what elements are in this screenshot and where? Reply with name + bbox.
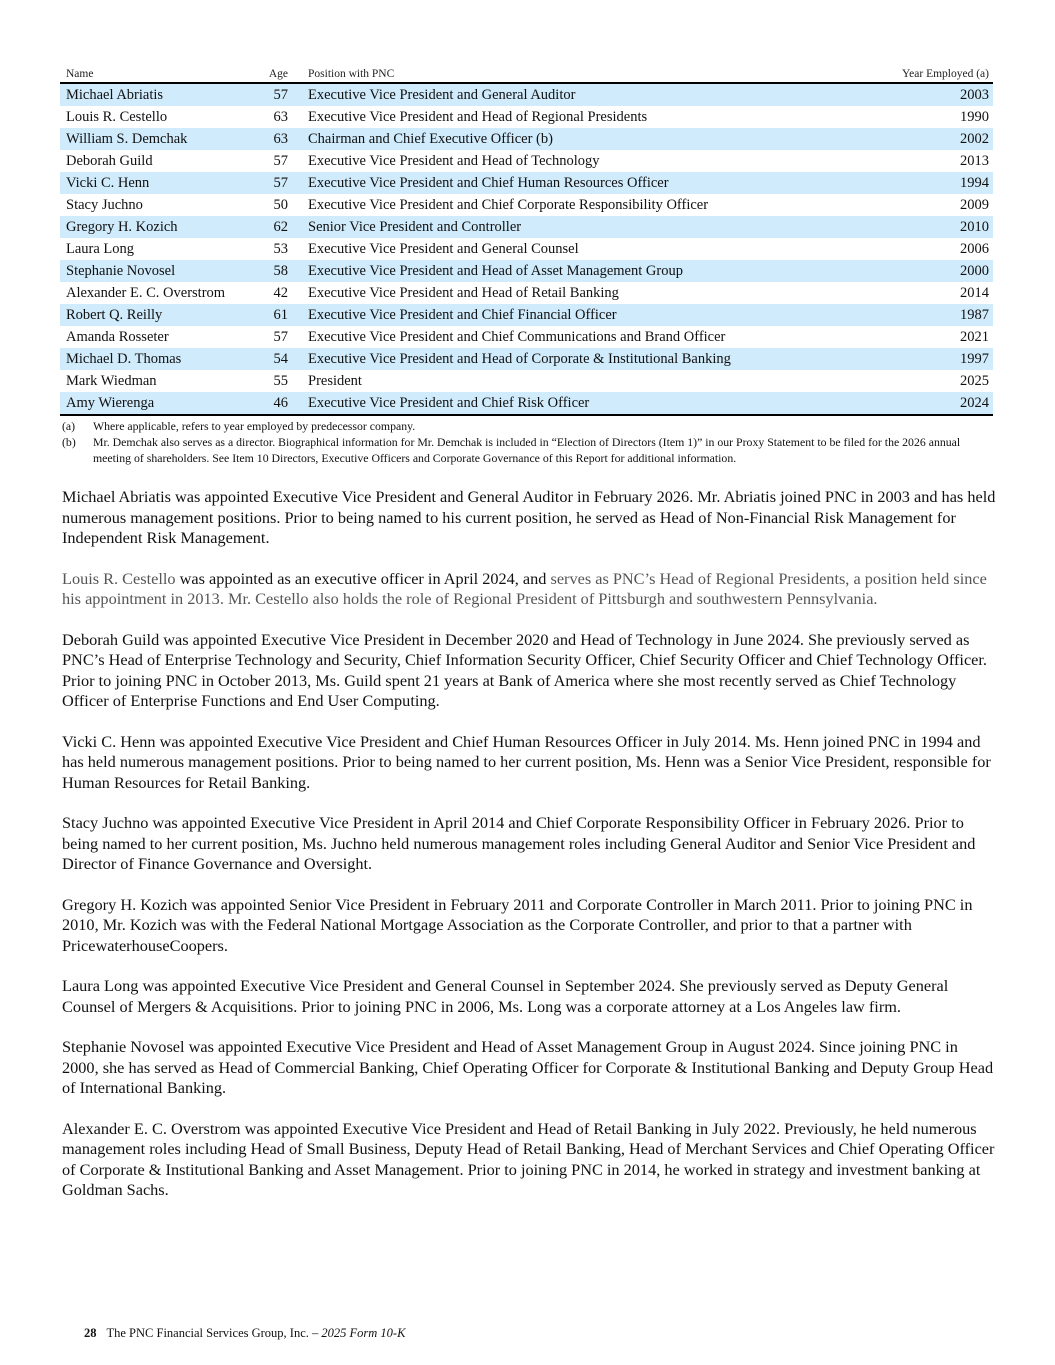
cell-year: 1990 [960,109,989,125]
header-name: Name [60,64,256,83]
cell-age: 61 [256,304,292,326]
cell-year: 1997 [852,348,993,370]
cell-name: Louis R. Cestello [66,109,168,125]
cell-name: Amanda Rosseter [66,329,169,345]
cell-age: 57 [256,172,292,194]
cell-year: 2024 [852,392,993,415]
bio-henn: Vicki C. Henn was appointed Executive Vice President and Chief Human Resources Officer in July 2014. Ms. Henn joined PNC in 1994 and has held numerous management positions. Prior to being named to her current position, Ms. Henn was a Senior Vice President, responsible for Human Resources for Retail Banking. [62,731,991,792]
bio-cestello-role: serves as PNC’s Head of Regional Presidents, a position held since his appointment in 2013. Mr. Cestello also holds the role of Regional President of Pittsburgh and southwestern Pennsylvania. [62,568,987,608]
footer-document-title: 2025 Form 10-K [321,1326,406,1340]
bio-cestello [62,569,997,610]
table-row [60,172,993,194]
table-row [60,238,993,260]
cell-age: 55 [273,373,288,389]
cell-year: 1987 [852,304,993,326]
cell-year: 2002 [852,128,993,150]
header-position: Position with PNC [292,64,852,83]
cell-position: Executive Vice President and Chief Risk Officer [292,392,852,415]
cell-name: Michael D. Thomas [60,348,256,370]
cell-name: Alexander E. C. Overstrom [66,285,226,301]
table-row [60,128,993,150]
cell-age: 63 [256,128,292,150]
cell-year: 2013 [960,153,989,169]
header-age: Age [256,64,292,83]
bio-cestello-appointment: was appointed as an executive officer in April 2024, and [175,568,551,588]
table-row [60,326,993,348]
table-row [60,83,993,106]
table-row [60,348,993,370]
cell-position: Executive Vice President and General Counsel [308,241,579,257]
footnote-mark: (a) [62,419,76,433]
cell-name: Stephanie Novosel [60,260,256,282]
footnote-a [62,418,997,434]
table-row [60,216,993,238]
cell-name: Mark Wiedman [66,373,157,389]
cell-year: 1994 [852,172,993,194]
table-row [60,106,993,128]
cell-position: Executive Vice President and Chief Financial Officer [292,304,852,326]
table-row [60,150,993,172]
bio-kozich: Gregory H. Kozich was appointed Senior Vice President in February 2011 and Corporate Controller in March 2011. Prior to joining PNC in 2010, Mr. Kozich was with the Federal National Mortgage Association as the Corporate Controller, and prior to that a partner with PricewaterhouseCoopers. [62,894,973,955]
cell-position: Executive Vice President and Chief Communications and Brand Officer [308,329,726,345]
cell-age: 62 [256,216,292,238]
bio-cestello-name: Louis R. Cestello [62,568,176,588]
cell-age: 42 [273,285,288,301]
cell-position: President [308,373,362,389]
table-row [60,370,993,392]
cell-year: 2025 [960,373,989,389]
cell-name: Laura Long [66,241,135,257]
cell-name: William S. Demchak [60,128,256,150]
cell-name: Deborah Guild [66,153,153,169]
cell-age: 57 [273,329,288,345]
cell-year: 2000 [852,260,993,282]
cell-age: 57 [256,83,292,106]
cell-year: 2006 [960,241,989,257]
cell-year: 2009 [960,197,989,213]
table-row [60,260,993,282]
table-row [60,392,993,415]
cell-age: 57 [273,153,288,169]
footnote-text: Where applicable, refers to year employed by predecessor company. [93,419,416,433]
cell-position: Chairman and Chief Executive Officer (b) [292,128,852,150]
table-row [60,282,993,304]
cell-year: 2003 [852,83,993,106]
cell-age: 53 [273,241,288,257]
cell-age: 50 [273,197,288,213]
cell-name: Robert Q. Reilly [60,304,256,326]
cell-name: Gregory H. Kozich [60,216,256,238]
table-footnotes [62,418,997,466]
cell-name: Stacy Juchno [66,197,143,213]
cell-name: Vicki C. Henn [60,172,256,194]
bio-abriatis: Michael Abriatis was appointed Executive Vice President and General Auditor in February 2026. Mr. Abriatis joined PNC in 2003 and has held numerous management positions. Prior to being named to his current position, he served as Head of Non-Financial Risk Management for Independent Risk Management. [62,487,996,547]
cell-age: 63 [273,109,288,125]
cell-position: Executive Vice President and Chief Corporate Responsibility Officer [308,197,709,213]
cell-position: Executive Vice President and Head of Regional Presidents [308,109,648,125]
header-year-employed: Year Employed (a) [852,64,993,83]
cell-name: Amy Wierenga [60,392,256,415]
cell-position: Senior Vice President and Controller [292,216,852,238]
bio-overstrom: Alexander E. C. Overstrom was appointed Executive Vice President and Head of Retail Banking in July 2022. Previously, he held numerous management roles including Head of Small Business, Deputy Head of Retail Banking, Head of Merchant Services and Chief Operating Officer of Corporate & Institutional Banking and Asset Management. Prior to joining PNC in 2014, he worked in strategy and investment banking at Goldman Sachs. [62,1118,995,1199]
bio-juchno: Stacy Juchno was appointed Executive Vice President in April 2014 and Chief Corporate Responsibility Officer in February 2026. Prior to being named to her current position, Ms. Juchno held numerous management roles including General Auditor and Senior Vice President and Director of Finance Governance and Oversight. [62,813,976,873]
page-footer [84,1326,405,1341]
table-row [60,194,993,216]
bio-long: Laura Long was appointed Executive Vice President and General Counsel in September 2024. She previously served as Deputy General Counsel of Mergers & Acquisitions. Prior to joining PNC in 2006, Ms. Long was a corporate attorney at a Los Angeles law firm. [62,976,949,1016]
cell-position: Executive Vice President and Head of Asset Management Group [292,260,852,282]
cell-age: 46 [256,392,292,415]
table-header-row [60,64,993,83]
cell-year: 2010 [852,216,993,238]
footnote-b [62,434,997,466]
cell-position: Executive Vice President and Head of Technology [308,153,600,169]
cell-position: Executive Vice President and Head of Corporate & Institutional Banking [292,348,852,370]
executive-biographies [62,487,997,1221]
executive-officers-table [60,64,993,416]
cell-position: Executive Vice President and General Auditor [292,83,852,106]
footnote-text: Mr. Demchak also serves as a director. Biographical information for Mr. Demchak is included in “Election of Directors (Item 1)” in our Proxy Statement to be filed for the 2026 annual meeting of shareholders. See Item 10 Directors, Executive Officers and Corporate Governance of this Report for additional information. [93,435,961,465]
bio-novosel: Stephanie Novosel was appointed Executive Vice President and Head of Asset Management Group in August 2024. Since joining PNC in 2000, she has served as Head of Commercial Banking, Chief Operating Officer for Corporate & Institutional Banking and Deputy Group Head of International Banking. [62,1037,994,1097]
cell-year: 2014 [960,285,989,301]
cell-age: 54 [256,348,292,370]
cell-position: Executive Vice President and Chief Human Resources Officer [292,172,852,194]
cell-age: 58 [256,260,292,282]
footnote-mark: (b) [62,435,76,449]
cell-year: 2021 [960,329,989,345]
cell-name: Michael Abriatis [60,83,256,106]
table-row [60,304,993,326]
bio-guild: Deborah Guild was appointed Executive Vice President in December 2020 and Head of Technology in June 2024. She previously served as PNC’s Head of Enterprise Technology and Security, Chief Information Security Officer, Chief Security Officer and Chief Technology Officer. Prior to joining PNC in October 2013, Ms. Guild spent 21 years at Bank of America where she most recently served as Chief Technology Officer of Enterprise Functions and End User Computing. [62,629,987,710]
cell-position: Executive Vice President and Head of Retail Banking [308,285,619,301]
footer-company: The PNC Financial Services Group, Inc. – [106,1326,322,1340]
page-number: 28 [84,1326,97,1340]
